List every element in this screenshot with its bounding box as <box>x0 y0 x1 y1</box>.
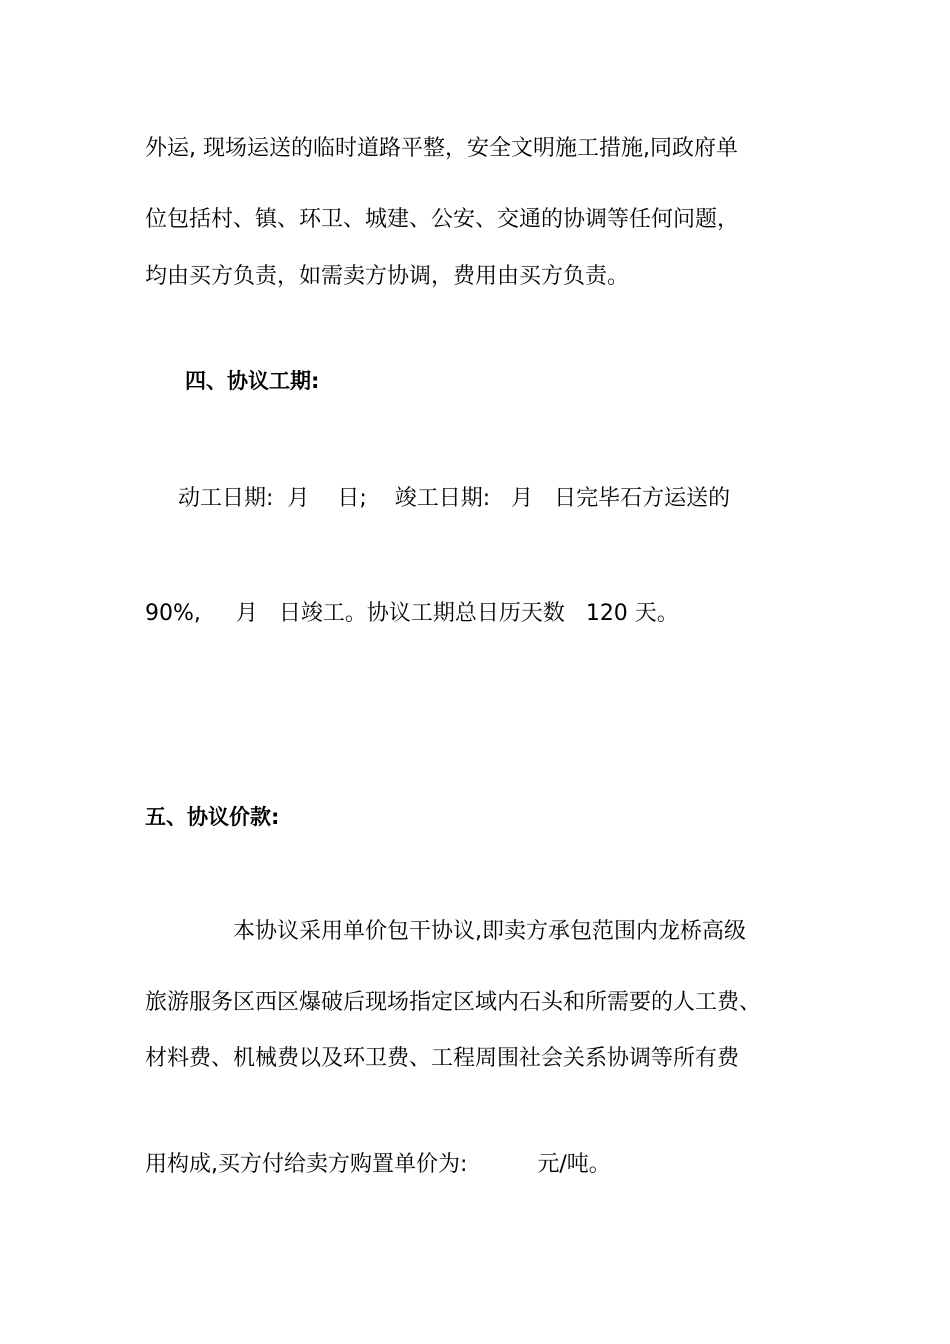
section4-line-2: 90%, 月 日竣工。协议工期总日历天数 120 天。 <box>145 601 679 626</box>
section5-line-4: 用构成,买方付给卖方购置单价为: 元/吨。 <box>145 1152 611 1177</box>
section3-line-1: 外运, 现场运送的临时道路平整，安全文明施工措施,同政府单 <box>145 136 738 161</box>
section4-line-1: 动工日期: 月 日; 竣工日期: 月 日完毕石方运送的 <box>178 486 731 511</box>
section5-heading: 五、协议价款: <box>145 805 280 829</box>
section5-line-2: 旅游服务区西区爆破后现场指定区域内石头和所需要的人工费、 <box>145 990 762 1015</box>
section4-heading: 四、协议工期: <box>185 369 320 393</box>
section3-line-3: 均由买方负责，如需卖方协调，费用由买方负责。 <box>145 264 630 289</box>
section5-line-1: 本协议采用单价包干协议,即卖方承包范围内龙桥高级 <box>233 919 746 944</box>
section3-line-2: 位包括村、镇、环卫、城建、公安、交通的协调等任何问题， <box>145 207 740 232</box>
section5-line-3: 材料费、机械费以及环卫费、工程周围社会关系协调等所有费 <box>145 1046 740 1071</box>
